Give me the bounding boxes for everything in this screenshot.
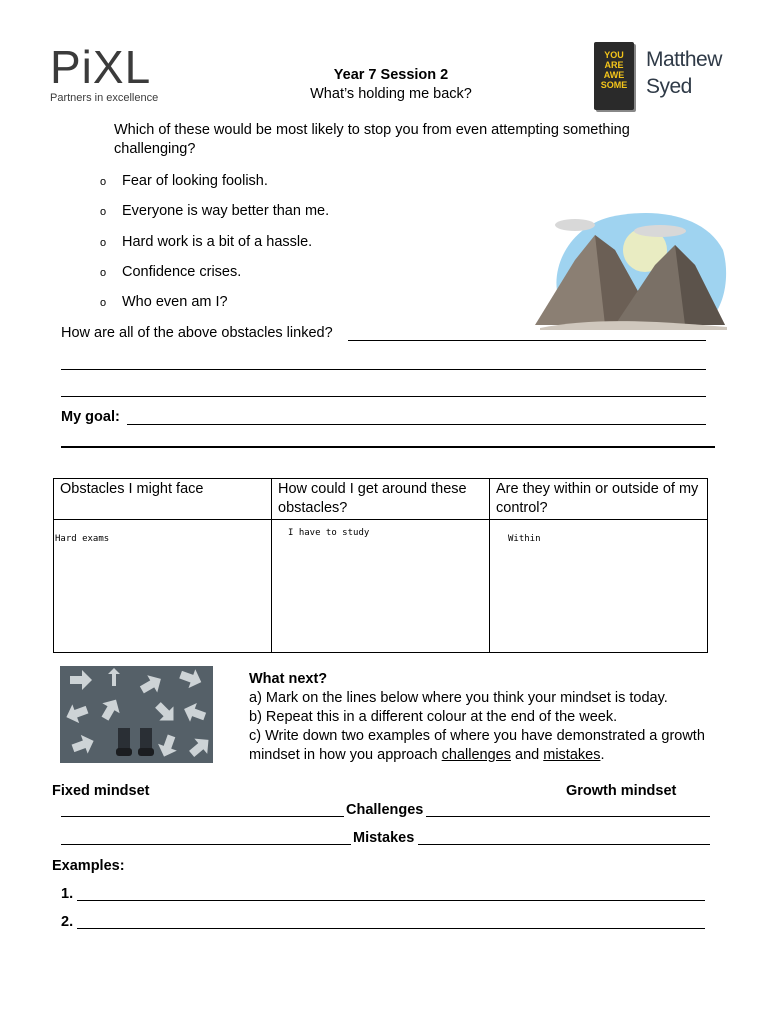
answer-line[interactable]: [61, 396, 706, 397]
page-title: Year 7 Session 2: [333, 67, 449, 83]
mistakes-label: Mistakes: [353, 830, 415, 846]
fixed-mindset-label: Fixed mindset: [52, 783, 150, 799]
instruction-b: b) Repeat this in a different colour at the end of the week.: [249, 709, 618, 725]
mistakes-underlined: mistakes: [543, 747, 601, 763]
table-cell[interactable]: [54, 520, 272, 653]
instruction-c: c) Write down two examples of where you have demonstrated a growth mindset in how you approach challenges and mistakes.: [249, 728, 705, 763]
goal-label: My goal:: [61, 409, 120, 425]
mistakes-scale-line[interactable]: [61, 844, 351, 845]
what-next-heading: What next?: [249, 671, 328, 687]
option-item: o Who even am I?: [100, 293, 228, 313]
examples-heading: Examples:: [52, 858, 125, 874]
example-number: 1.: [61, 886, 74, 902]
table-cell[interactable]: [490, 520, 708, 653]
table-header-cell: Obstacles I might face: [54, 479, 272, 520]
answer-line[interactable]: [348, 340, 706, 341]
answer-line[interactable]: [61, 369, 706, 370]
mountain-illustration: [535, 205, 730, 330]
table-header-cell: How could I get around these obstacles?: [272, 479, 490, 520]
option-item: o Confidence crises.: [100, 263, 241, 283]
bullet-icon: o: [100, 267, 107, 279]
table-row: [54, 520, 708, 653]
challenges-scale-line[interactable]: [426, 816, 710, 817]
table-header-cell: Are they within or outside of my control?: [490, 479, 708, 520]
challenges-label: Challenges: [346, 802, 424, 818]
example-number: 2.: [61, 914, 74, 930]
bullet-icon: o: [100, 237, 107, 249]
pixl-tagline: Partners in excellence: [50, 92, 159, 104]
title-block: [250, 66, 532, 104]
pixl-logo-text: PiXL: [50, 41, 152, 93]
book-title: YOU ARE AWE SOME: [600, 50, 628, 90]
matthew-syed-logo: [592, 40, 742, 114]
example-line[interactable]: [77, 928, 705, 929]
pixl-logo: [50, 41, 160, 106]
author-name: Matthew Syed: [646, 48, 722, 98]
option-item: o Hard work is a bit of a hassle.: [100, 233, 312, 253]
example-line[interactable]: [77, 900, 705, 901]
bullet-icon: o: [100, 297, 107, 309]
goal-line[interactable]: [127, 424, 706, 425]
handwritten-answer: I have to study: [288, 528, 370, 538]
obstacles-table: [53, 478, 708, 653]
what-next-section: [249, 670, 709, 765]
page-subtitle: What’s holding me back?: [310, 86, 472, 102]
bullet-icon: o: [100, 176, 107, 188]
option-item: o Everyone is way better than me.: [100, 202, 329, 222]
handwritten-answer: Hard exams: [55, 534, 110, 544]
option-item: o Fear of looking foolish.: [100, 172, 268, 192]
table-header-row: [54, 479, 708, 520]
table-cell[interactable]: [272, 520, 490, 653]
handwritten-answer: Within: [508, 534, 541, 544]
question-prompt: Which of these would be most likely to stop you from even attempting something challenging?: [114, 122, 630, 157]
arrows-photo: [60, 666, 213, 763]
bullet-icon: o: [100, 206, 107, 218]
challenges-scale-line[interactable]: [61, 816, 344, 817]
mistakes-scale-line[interactable]: [418, 844, 710, 845]
challenges-underlined: challenges: [441, 747, 511, 763]
section-divider: [61, 446, 715, 448]
growth-mindset-label: Growth mindset: [566, 783, 677, 799]
instruction-a: a) Mark on the lines below where you think your mindset is today.: [249, 690, 668, 706]
linked-question: How are all of the above obstacles linked?: [61, 325, 333, 341]
book-cover-icon: [594, 42, 634, 110]
